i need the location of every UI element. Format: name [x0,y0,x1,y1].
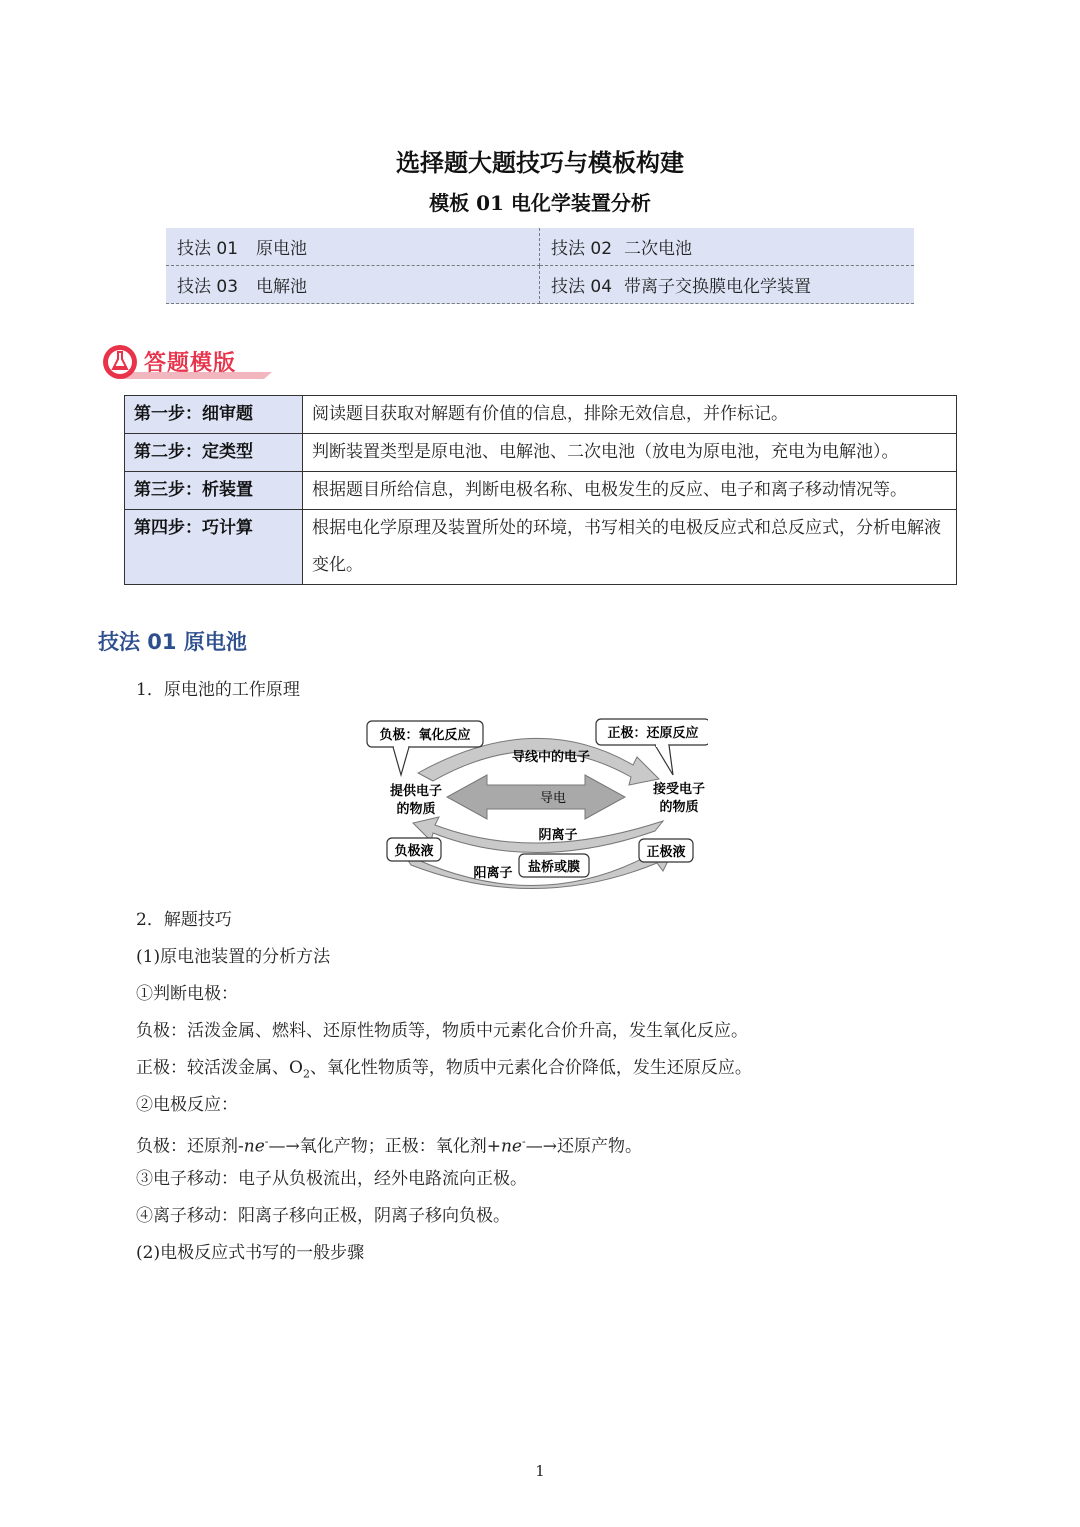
toc-label: 二次电池 [624,239,693,259]
paragraph: ③电子移动：电子从负极流出，经外电路流向正极。 [136,1169,527,1189]
text: 负极：还原剂- [136,1136,244,1157]
step-value: 判断装置类型是原电池、电解池、二次电池（放电为原电池，充电为电解池）。 [303,434,957,472]
toc-num: 技法 03 [177,277,239,297]
answer-steps-table [124,395,957,585]
toc-label: 带离子交换膜电化学装置 [624,277,812,297]
arrow: —→ [525,1136,557,1157]
table-row [125,510,957,585]
anion-label: 阴离子 [538,828,578,843]
toc-num: 技法 02 [551,239,613,259]
paragraph: 1．原电池的工作原理 [136,680,300,700]
toc-row [166,266,914,304]
step-value: 根据电化学原理及装置所处的环境，书写相关的电极反应式和总反应式，分析电解液变化。 [303,510,957,585]
toc-label: 电解池 [256,277,308,297]
paragraph [136,1056,752,1086]
conduction-arrow [447,775,625,819]
electron-donor-label: 提供电子 [389,784,443,799]
answer-template-title: 答题模版 [144,351,237,376]
paragraph: (1)原电池装置的分析方法 [136,947,331,967]
italic-ne: ne [500,1136,522,1157]
toc-num: 技法 01 [177,239,239,259]
subscript: 2 [302,1067,310,1081]
toc-row [166,228,914,266]
toc-num: 技法 04 [551,277,613,297]
step-key: 第三步：析装置 [125,472,303,510]
page-subtitle: 模板 01 电化学装置分析 [429,191,651,215]
toc-item-01[interactable] [166,228,540,266]
technique-index [166,228,914,304]
step-key: 第二步：定类型 [125,434,303,472]
paragraph: ④离子移动：阳离子移向正极，阴离子移向负极。 [136,1206,510,1226]
toc-item-03[interactable] [166,266,540,304]
page-number: 1 [535,1462,545,1480]
salt-bridge-label: 盐桥或膜 [527,860,581,875]
positive-solution-label: 正极液 [646,845,686,860]
section-heading: 技法 01 原电池 [98,630,247,654]
text: 、氧化性物质等，物质中元素化合价降低，发生还原反应。 [309,1058,752,1078]
italic-ne: ne [243,1136,265,1157]
step-value: 根据题目所给信息，判断电极名称、电极发生的反应、电子和离子移动情况等。 [303,472,957,510]
page-title: 选择题大题技巧与模板构建 [396,148,684,177]
paragraph: 负极：活泼金属、燃料、还原性物质等，物质中元素化合价升高，发生氧化反应。 [136,1021,748,1041]
step-key: 第一步：细审题 [125,396,303,434]
negative-electrode-label: 负极：氧化反应 [379,728,471,743]
conduction-label: 导电 [539,791,567,806]
paragraph: ②电极反应： [136,1095,238,1115]
toc-label: 原电池 [256,239,308,259]
negative-solution-label: 负极液 [394,844,434,859]
positive-electrode-label: 正极：还原反应 [607,726,699,741]
electron-donor-label-2: 的物质 [396,802,436,817]
superscript: - [522,1135,526,1148]
paragraph [136,1130,642,1159]
text: 正极：较活泼金属、O [136,1058,303,1078]
step-key: 第四步：巧计算 [125,510,303,585]
step-value: 阅读题目获取对解题有价值的信息，排除无效信息，并作标记。 [303,396,957,434]
table-row [125,396,957,434]
electron-acceptor-label: 接受电子 [652,782,706,797]
text: 还原产物。 [556,1136,642,1157]
electron-acceptor-label-2: 的物质 [659,800,699,815]
galvanic-cell-diagram [363,713,708,896]
paragraph: ①判断电极： [136,984,238,1004]
wire-electrons-label: 导线中的电子 [511,750,591,765]
paragraph: 2．解题技巧 [136,910,232,930]
text: 氧化产物；正极：氧化剂+ [299,1136,501,1157]
toc-item-02[interactable] [540,228,915,266]
table-row [125,472,957,510]
toc-item-04[interactable] [540,266,915,304]
superscript: - [264,1135,269,1148]
cation-label: 阳离子 [473,866,513,881]
table-row [125,434,957,472]
arrow: —→ [268,1136,300,1157]
paragraph: (2)电极反应式书写的一般步骤 [136,1243,365,1263]
